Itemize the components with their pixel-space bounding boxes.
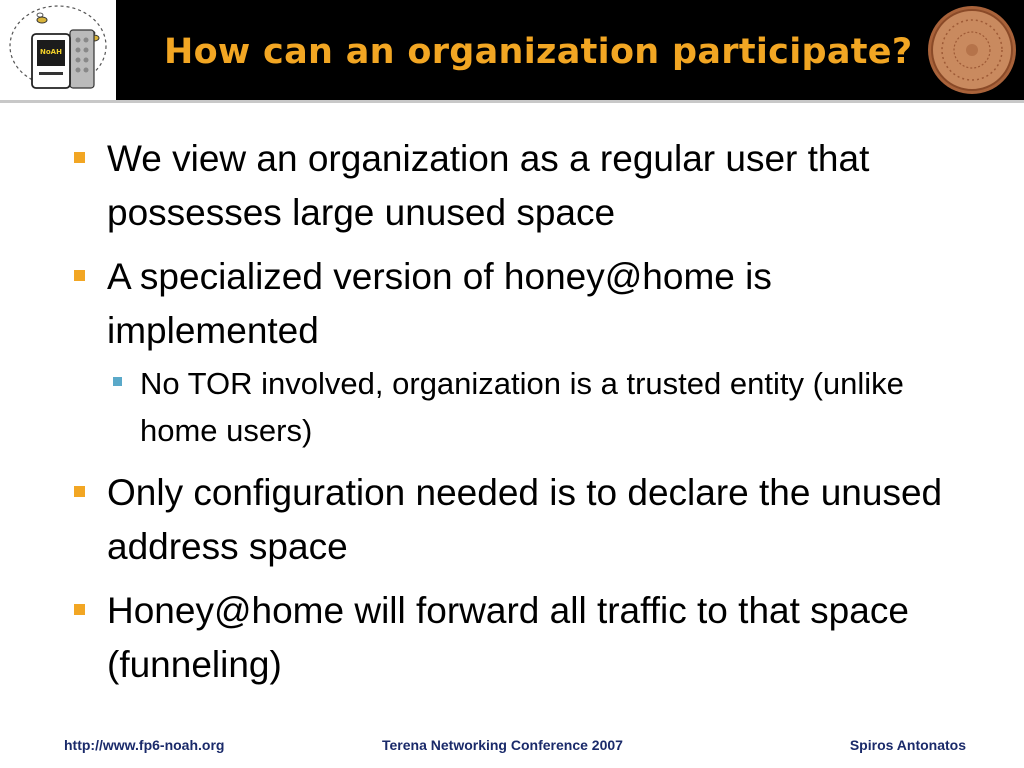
- footer-url: http://www.fp6-noah.org: [64, 737, 225, 753]
- footer-author: Spiros Antonatos: [849, 737, 966, 753]
- noah-logo: [0, 0, 116, 100]
- bullet-item: [70, 250, 990, 358]
- bullet-text: Only configuration needed is to declare the unused address space: [107, 472, 943, 567]
- title-bar: [116, 0, 1024, 100]
- bullet-marker-icon: [74, 604, 85, 615]
- bullet-item: [70, 466, 990, 574]
- bee-icon: [37, 13, 47, 23]
- bullet-marker-icon: [74, 486, 85, 497]
- bullet-item: [70, 584, 990, 692]
- bullet-text: A specialized version of honey@home is implemented: [107, 256, 772, 351]
- bullet-marker-icon: [74, 152, 85, 163]
- bullet-text: We view an organization as a regular user that possesses large unused space: [107, 138, 870, 233]
- bullet-marker-icon: [74, 270, 85, 281]
- sub-bullet-item: [70, 360, 990, 454]
- sub-bullet-text: No TOR involved, organization is a trusted entity (unlike home users): [140, 366, 904, 448]
- sub-bullet-marker-icon: [113, 377, 122, 386]
- bullet-item: [70, 132, 990, 240]
- bullet-list: [70, 132, 990, 702]
- logo-text: NoAH: [40, 48, 62, 56]
- coin-icon: [926, 4, 1018, 96]
- header-divider: [0, 100, 1024, 103]
- footer-conference: Terena Networking Conference 2007: [382, 737, 623, 753]
- bullet-text: Honey@home will forward all traffic to that space (funneling): [107, 590, 909, 685]
- slide-title: How can an organization participate?: [164, 32, 913, 72]
